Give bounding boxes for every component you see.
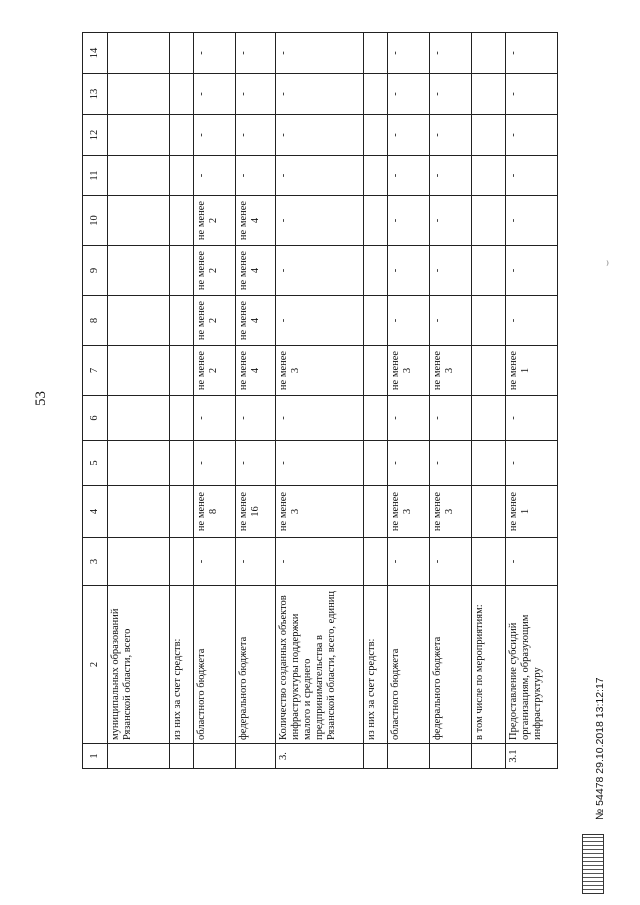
value-cell: - <box>506 396 558 441</box>
value-cell: - <box>430 441 472 486</box>
indicator-name-cell: федерального бюджета <box>430 586 472 744</box>
value-cell: - <box>506 115 558 156</box>
value-cell <box>472 246 506 296</box>
row-number-cell <box>364 744 388 769</box>
value-cell <box>472 538 506 586</box>
value-cell <box>472 115 506 156</box>
value-cell: - <box>506 156 558 196</box>
value-cell <box>108 246 170 296</box>
value-cell: - <box>236 74 276 115</box>
row-number-cell <box>388 744 430 769</box>
value-cell: не менее 1 <box>506 346 558 396</box>
value-cell <box>472 156 506 196</box>
value-cell: - <box>388 296 430 346</box>
value-cell: - <box>276 156 364 196</box>
column-header: 3 <box>83 538 108 586</box>
value-cell: - <box>276 115 364 156</box>
value-cell: не менее 4 <box>236 296 276 346</box>
value-cell <box>364 538 388 586</box>
value-cell: - <box>236 441 276 486</box>
value-cell: - <box>430 246 472 296</box>
header-row <box>83 33 108 769</box>
value-cell <box>472 396 506 441</box>
indicator-name-cell: областного бюджета <box>388 586 430 744</box>
value-cell <box>108 346 170 396</box>
row-number-cell <box>194 744 236 769</box>
table-row <box>108 33 170 769</box>
row-number-cell <box>108 744 170 769</box>
indicator-name-cell: Предоставление субсидий организациям, образующим инфраструктуру <box>506 586 558 744</box>
table-row <box>364 33 388 769</box>
value-cell: не менее 2 <box>194 346 236 396</box>
value-cell: - <box>236 33 276 74</box>
value-cell: - <box>276 246 364 296</box>
column-header: 6 <box>83 396 108 441</box>
value-cell <box>364 486 388 538</box>
table-row <box>472 33 506 769</box>
value-cell: - <box>430 156 472 196</box>
value-cell: - <box>236 115 276 156</box>
row-number-cell: 3.1 <box>506 744 558 769</box>
column-header: 7 <box>83 346 108 396</box>
value-cell: - <box>430 196 472 246</box>
column-header: 9 <box>83 246 108 296</box>
value-cell: - <box>276 441 364 486</box>
value-cell: не менее 4 <box>236 346 276 396</box>
value-cell <box>364 396 388 441</box>
value-cell: не менее 3 <box>388 346 430 396</box>
column-header: 12 <box>83 115 108 156</box>
value-cell <box>364 156 388 196</box>
value-cell: не менее 3 <box>388 486 430 538</box>
value-cell <box>472 33 506 74</box>
value-cell <box>108 33 170 74</box>
barcode-stamp <box>582 834 604 894</box>
value-cell: не менее 3 <box>430 486 472 538</box>
value-cell: - <box>506 296 558 346</box>
value-cell: не менее 2 <box>194 296 236 346</box>
value-cell: - <box>430 296 472 346</box>
value-cell: не менее 3 <box>276 346 364 396</box>
table-row <box>388 33 430 769</box>
value-cell: - <box>506 74 558 115</box>
value-cell: - <box>430 396 472 441</box>
indicator-name-cell: из них за счет средств: <box>170 586 194 744</box>
table-container <box>82 33 542 769</box>
value-cell <box>170 115 194 156</box>
value-cell: - <box>506 196 558 246</box>
value-cell <box>364 196 388 246</box>
value-cell: не менее 2 <box>194 196 236 246</box>
value-cell: - <box>506 33 558 74</box>
value-cell: не менее 16 <box>236 486 276 538</box>
column-header: 8 <box>83 296 108 346</box>
table-row <box>276 33 364 769</box>
value-cell: - <box>388 115 430 156</box>
column-header: 2 <box>83 586 108 744</box>
indicator-name-cell: областного бюджета <box>194 586 236 744</box>
value-cell <box>364 74 388 115</box>
value-cell: - <box>388 196 430 246</box>
value-cell <box>170 538 194 586</box>
indicator-name-cell: в том числе по мероприятиям: <box>472 586 506 744</box>
value-cell <box>108 156 170 196</box>
value-cell: - <box>430 33 472 74</box>
value-cell <box>170 486 194 538</box>
column-header: 5 <box>83 441 108 486</box>
value-cell: - <box>276 33 364 74</box>
value-cell <box>170 441 194 486</box>
value-cell: - <box>388 538 430 586</box>
value-cell: - <box>236 156 276 196</box>
value-cell <box>364 441 388 486</box>
table-row <box>170 33 194 769</box>
row-number-cell <box>430 744 472 769</box>
indicator-name-cell: из них за счет средств: <box>364 586 388 744</box>
column-header: 13 <box>83 74 108 115</box>
value-cell <box>108 538 170 586</box>
value-cell <box>472 196 506 246</box>
value-cell: - <box>276 74 364 115</box>
registration-footer: № 54478 29.10.2018 13:12:17 <box>594 677 606 820</box>
value-cell: - <box>430 538 472 586</box>
indicator-name-cell: Количество созданных объектов инфраструктуры поддержки малого и среднего предпринимательства в Рязанской области, всего, единиц <box>276 586 364 744</box>
row-number-cell <box>472 744 506 769</box>
value-cell: - <box>276 396 364 441</box>
value-cell: - <box>276 538 364 586</box>
value-cell <box>472 441 506 486</box>
value-cell: - <box>194 33 236 74</box>
value-cell <box>170 246 194 296</box>
value-cell: не менее 3 <box>430 346 472 396</box>
value-cell <box>364 296 388 346</box>
value-cell: - <box>276 196 364 246</box>
value-cell: - <box>388 396 430 441</box>
value-cell <box>364 115 388 156</box>
value-cell: - <box>236 538 276 586</box>
value-cell: - <box>194 115 236 156</box>
value-cell: не менее 3 <box>276 486 364 538</box>
value-cell <box>472 296 506 346</box>
value-cell <box>108 441 170 486</box>
column-header: 4 <box>83 486 108 538</box>
value-cell <box>472 74 506 115</box>
value-cell: - <box>194 156 236 196</box>
value-cell <box>472 486 506 538</box>
margin-mark: ⁾ <box>606 258 609 272</box>
value-cell <box>364 246 388 296</box>
column-header: 1 <box>83 744 108 769</box>
value-cell: - <box>388 74 430 115</box>
column-header: 11 <box>83 156 108 196</box>
value-cell: - <box>388 441 430 486</box>
value-cell: не менее 2 <box>194 246 236 296</box>
value-cell: не менее 4 <box>236 196 276 246</box>
table-row <box>194 33 236 769</box>
value-cell: - <box>506 246 558 296</box>
value-cell: - <box>194 396 236 441</box>
table-row <box>506 33 558 769</box>
indicator-name-cell: муниципальных образований Рязанской области, всего <box>108 586 170 744</box>
value-cell <box>170 346 194 396</box>
value-cell: - <box>506 441 558 486</box>
indicator-name-cell: федерального бюджета <box>236 586 276 744</box>
value-cell: - <box>276 296 364 346</box>
value-cell <box>108 486 170 538</box>
value-cell: не менее 1 <box>506 486 558 538</box>
value-cell <box>108 196 170 246</box>
value-cell <box>170 296 194 346</box>
value-cell: не менее 8 <box>194 486 236 538</box>
table-row <box>430 33 472 769</box>
page-number: 53 <box>33 391 49 406</box>
value-cell <box>108 396 170 441</box>
value-cell <box>108 74 170 115</box>
table-row <box>236 33 276 769</box>
value-cell: - <box>194 441 236 486</box>
value-cell: - <box>430 74 472 115</box>
value-cell: - <box>506 538 558 586</box>
value-cell: - <box>388 33 430 74</box>
column-header: 14 <box>83 33 108 74</box>
value-cell <box>170 396 194 441</box>
value-cell <box>108 296 170 346</box>
column-header: 10 <box>83 196 108 246</box>
row-number-cell <box>170 744 194 769</box>
value-cell <box>364 346 388 396</box>
value-cell <box>472 346 506 396</box>
value-cell: - <box>430 115 472 156</box>
value-cell <box>108 115 170 156</box>
value-cell: - <box>388 156 430 196</box>
value-cell <box>170 156 194 196</box>
value-cell: - <box>388 246 430 296</box>
row-number-cell <box>236 744 276 769</box>
value-cell <box>170 33 194 74</box>
value-cell: - <box>236 396 276 441</box>
rotated-table-frame <box>82 33 542 769</box>
indicators-table <box>82 32 558 769</box>
row-number-cell: 3. <box>276 744 364 769</box>
value-cell: - <box>194 538 236 586</box>
value-cell: - <box>194 74 236 115</box>
value-cell <box>170 74 194 115</box>
value-cell: не менее 4 <box>236 246 276 296</box>
value-cell <box>364 33 388 74</box>
value-cell <box>170 196 194 246</box>
